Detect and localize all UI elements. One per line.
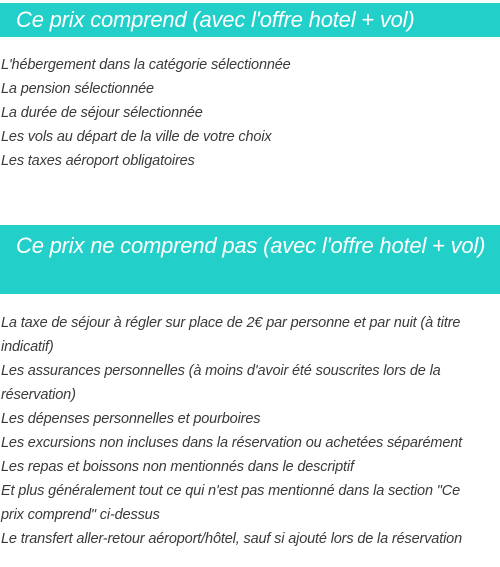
included-list (0, 53, 500, 173)
list-item: Les excursions non incluses dans la réservation ou achetées séparément (1, 435, 463, 451)
list-item: Les assurances personnelles (à moins d'avoir été souscrites lors de la réservation) (1, 363, 441, 403)
list-item: La taxe de séjour à régler sur place de 2€ par personne et par nuit (à titre indicatif) (1, 315, 461, 355)
list-item: Les vols au départ de la ville de votre choix (1, 129, 272, 145)
list-item: L'hébergement dans la catégorie sélectionnée (1, 57, 291, 73)
list-item: La pension sélectionnée (1, 81, 154, 97)
list-item: Et plus généralement tout ce qui n'est pas mentionné dans la section "Ce prix comprend" ci-dessus (1, 483, 460, 523)
list-item: Les repas et boissons non mentionnés dans le descriptif (1, 459, 354, 475)
included-section (0, 3, 500, 173)
list-item: La durée de séjour sélectionnée (1, 105, 203, 121)
excluded-section (0, 225, 500, 551)
list-item: Les taxes aéroport obligatoires (1, 153, 195, 169)
excluded-list (0, 311, 500, 551)
list-item: Le transfert aller-retour aéroport/hôtel, sauf si ajouté lors de la réservation (1, 531, 462, 547)
excluded-section-title: Ce prix ne comprend pas (avec l'offre hotel + vol) (0, 225, 500, 294)
list-item: Les dépenses personnelles et pourboires (1, 411, 261, 427)
included-section-title: Ce prix comprend (avec l'offre hotel + vol) (0, 3, 500, 37)
